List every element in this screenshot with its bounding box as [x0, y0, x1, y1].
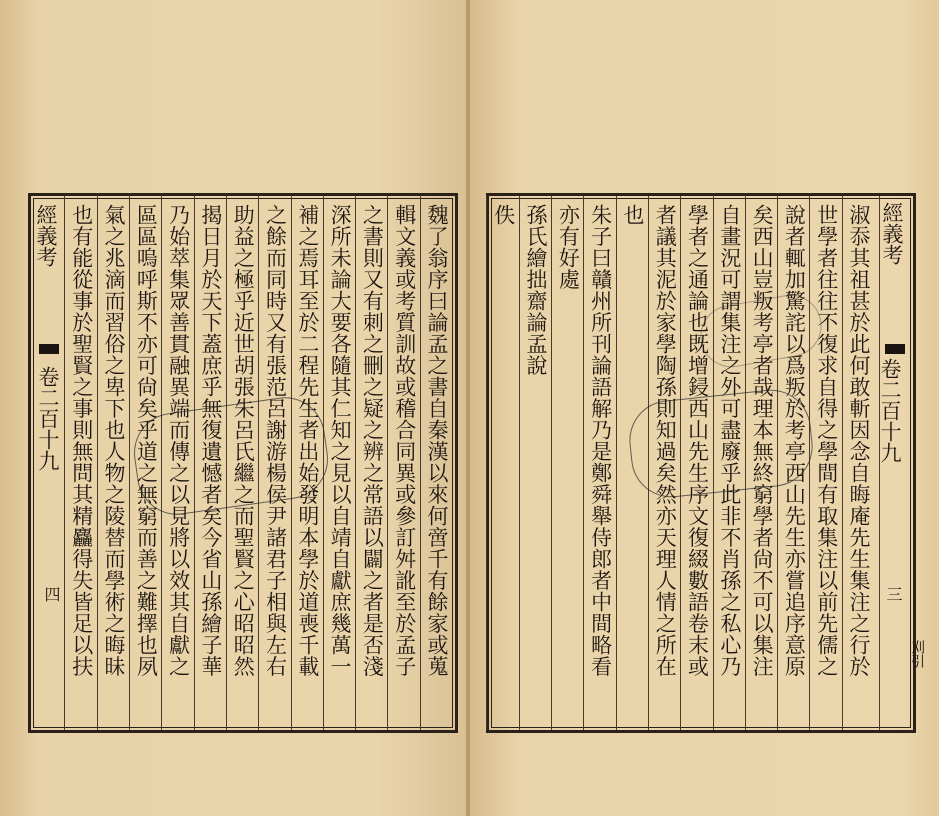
left-text-column: 之餘而同時又有張范呂謝游楊侯尹諸君子相與左右	[263, 204, 288, 677]
right-column-rule	[583, 196, 584, 730]
right-text-column: 亦有好處	[556, 204, 581, 290]
left-banxin-pagenum: 四	[42, 586, 61, 602]
right-column-rule	[551, 196, 552, 730]
right-text-column: 也	[620, 204, 645, 226]
right-column-rule	[809, 196, 810, 730]
left-banxin-title: 經義考	[34, 204, 58, 267]
right-text-column: 說者輒加驚詫以爲叛於考亭西山先生亦嘗追序意原	[782, 204, 807, 677]
right-text-column: 佚	[491, 204, 516, 226]
right-corner-note: 刈引	[909, 640, 925, 668]
left-text-column: 區區嗚呼斯不亦可尙矣乎道之無窮而善之難擇也夙	[134, 204, 159, 677]
left-text-column: 揭日月於天下蓋庶乎無復遺憾者矣今省山孫繪子華	[198, 204, 223, 677]
left-column-rule	[64, 196, 65, 730]
right-text-column: 學者之通論也既增鋟西山先生序文復綴數語卷末或	[685, 204, 710, 677]
right-text-column: 世學者往往不復求自得之學間有取集注以前先儒之	[814, 204, 839, 677]
right-text-column: 淑忝其祖甚於此何敢斬因念自晦庵先生集注之行於	[847, 204, 871, 677]
left-column-rule	[387, 196, 388, 730]
left-text-column: 輯文義或考質訓故或稽合同異或參訂舛訛至於孟子	[392, 204, 417, 677]
left-column-rule	[97, 196, 98, 730]
right-text-column: 朱子曰贛州所刊論語解乃是鄭舜舉侍郎者中間略看	[588, 204, 613, 677]
left-column-rule	[355, 196, 356, 730]
left-banxin-volume: 卷二百十九	[36, 366, 60, 471]
right-text-column: 自畫況可謂集注之外可盡廢乎此非不肖孫之私心乃	[717, 204, 742, 677]
left-text-column: 氣之兆滴而習俗之卑下也人物之陵替而學術之晦昧	[102, 204, 126, 677]
left-text-column: 也有能從事於聖賢之事則無問其精麤得失皆足以扶	[69, 204, 94, 677]
right-column-rule	[616, 196, 617, 730]
right-column-rule	[842, 196, 843, 730]
left-text-column: 補之焉耳至於二程先生者出始發明本學於道喪千載	[295, 204, 320, 677]
right-text-column: 者議其泥於家學陶孫則知過矣然亦天理人情之所在	[653, 204, 678, 677]
left-column-rule	[420, 196, 421, 730]
right-fishtail-icon	[885, 344, 905, 354]
left-fishtail-icon	[39, 344, 59, 354]
left-text-column: 乃始萃集眾善貫融異端而傳之以見將以效其自獻之	[166, 204, 191, 677]
left-text-column: 魏了翁序曰論孟之書自秦漢以來何啻千有餘家或蒐	[425, 204, 449, 677]
right-text-column: 矣西山豈叛考亭者哉理本無終窮學者尙不可以集注	[750, 204, 775, 677]
right-banxin-title: 經義考	[880, 202, 904, 265]
right-banxin-pagenum: 三	[884, 586, 903, 602]
left-column-rule	[129, 196, 130, 730]
right-banxin-volume: 卷二百十九	[878, 358, 902, 463]
right-column-rule	[519, 196, 520, 730]
right-text-column: 孫氏繪拙齋論孟說	[524, 204, 548, 376]
left-text-column: 深所未論大要各隨其仁知之見以自靖自獻庶幾萬一	[328, 204, 353, 677]
left-text-column: 之書則又有刺之刪之疑之辨之常語以闢之者是否淺	[360, 204, 385, 677]
left-text-column: 助益之極乎近世胡張朱呂氏繼之而聖賢之心昭昭然	[231, 204, 256, 677]
right-column-rule	[486, 196, 487, 730]
